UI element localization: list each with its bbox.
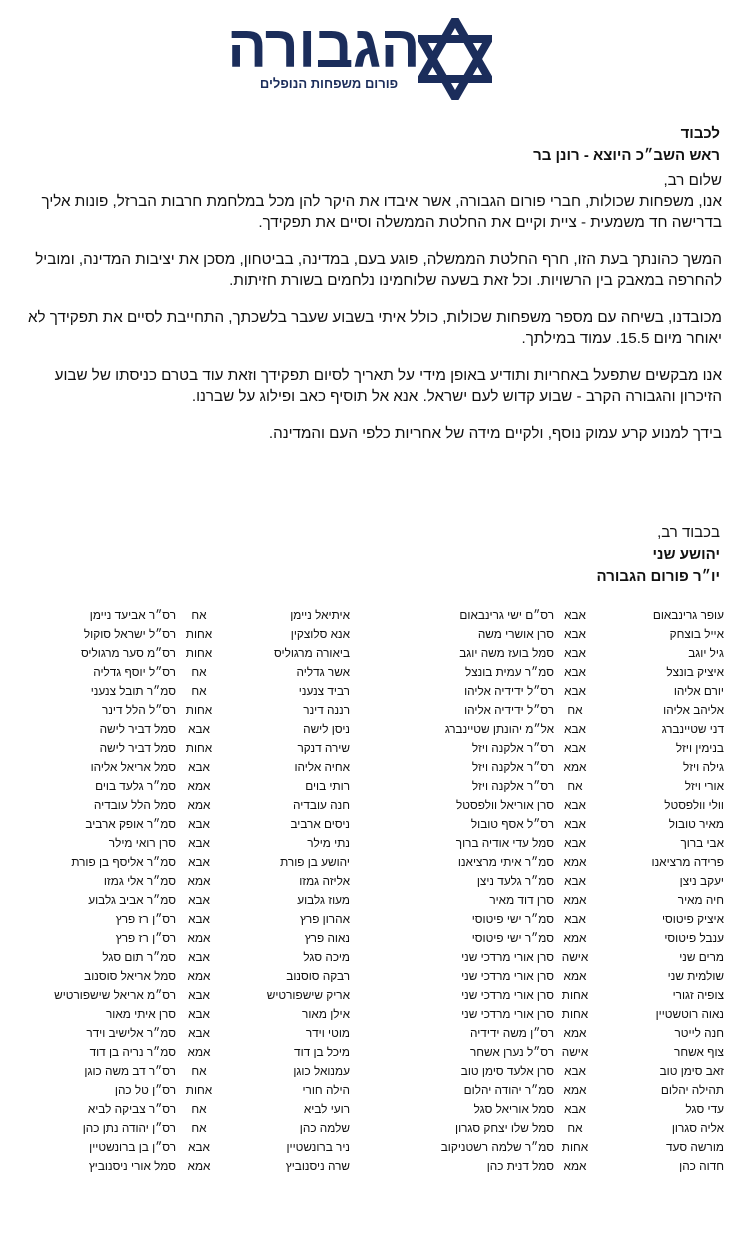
signatory-row: [394, 948, 724, 967]
signatory-name: נתי מילר: [307, 836, 350, 850]
signatory-relation: אמא: [563, 931, 587, 945]
signatory-name: חיה מאיר: [677, 893, 724, 907]
signatory-name: אחיה אליהו: [294, 760, 350, 774]
signatory-row: [16, 853, 350, 872]
signatory-row: [394, 701, 724, 720]
signatory-relation: אבא: [564, 608, 586, 622]
paragraph-harm: המשך כהונתך בעת הזו, חרף החלטת הממשלה, פוגע בעם, במדינה, בביטחון, מסכן את יציבות המדינה, ומוביל להחרפה במאבק בין הרשויות. וכל זאת בשעה שלוחמינו נלחמים בשורת חזיתות.: [35, 251, 722, 289]
signatory-relation: אבא: [564, 1064, 586, 1078]
signatory-relation: אבא: [564, 836, 586, 850]
signatory-row: [394, 1157, 724, 1176]
signatory-row: [16, 625, 350, 644]
signatory-name: נאוה רוטשטיין: [655, 1007, 724, 1021]
fallen-soldier-name: סמל עדי אודיה ברוך: [455, 836, 554, 850]
fallen-soldier-name: סמל דביר לישה: [99, 722, 176, 736]
signature-block: [20, 522, 720, 588]
signatory-relation: אבא: [188, 1026, 210, 1040]
fallen-soldier-name: סרן אורי מרדכי שני: [461, 1007, 554, 1021]
signatory-row: [394, 663, 724, 682]
signatory-relation: אבא: [564, 912, 586, 926]
signatory-relation: אח: [191, 1064, 207, 1078]
signatory-row: [16, 606, 350, 625]
signatory-name: פרידה מרציאנו: [651, 855, 724, 869]
fallen-soldier-name: סרן אלעד סימן טוב: [460, 1064, 554, 1078]
signatory-name: מעוז גלבוע: [297, 893, 350, 907]
recipient-salutation: לכבוד: [680, 125, 720, 142]
signatory-relation: אישה: [561, 950, 589, 964]
fallen-soldier-name: רס״ן טל כהן: [114, 1083, 176, 1097]
signatory-name: מורשה סעד: [666, 1140, 724, 1154]
fallen-soldier-name: רס״ל נערן אשחר: [469, 1045, 554, 1059]
signatory-row: [16, 682, 350, 701]
fallen-soldier-name: סרן אושרי משה: [477, 627, 554, 641]
signatory-row: [16, 910, 350, 929]
signatory-row: [16, 967, 350, 986]
signature-role: יו״ר פורום הגבורה: [596, 568, 720, 585]
signatory-name: עמנואל כוגן: [293, 1064, 350, 1078]
signatory-row: [16, 1062, 350, 1081]
signatory-relation: אבא: [564, 1102, 586, 1116]
signatories-table-right: [394, 606, 724, 1176]
signatory-row: [394, 910, 724, 929]
fallen-soldier-name: סרן אורי מרדכי שני: [461, 969, 554, 983]
signatory-name: חנה לייטר: [674, 1026, 724, 1040]
fallen-soldier-name: סרן דוד מאיר: [489, 893, 554, 907]
signatory-relation: אמא: [563, 969, 587, 983]
signatory-name: שולמית שני: [667, 969, 724, 983]
signatory-row: [394, 872, 724, 891]
signatory-relation: אישה: [561, 1045, 589, 1059]
signatory-name: שרה ניסנוביץ: [285, 1159, 350, 1173]
fallen-soldier-name: רס״מ אריאל שישפורטיש: [54, 988, 176, 1002]
signatory-name: צוף אשחר: [674, 1045, 724, 1059]
fallen-soldier-name: סמ״ר אליסף בן פורת: [71, 855, 176, 869]
signatory-relation: אח: [191, 608, 207, 622]
fallen-soldier-name: רס״ר דב משה כוגן: [84, 1064, 176, 1078]
signatory-name: גיל יוגב: [688, 646, 724, 660]
fallen-soldier-name: סרן רואי מילר: [108, 836, 176, 850]
fallen-soldier-name: סמ״ר נריה בן דוד: [89, 1045, 176, 1059]
signatory-row: [16, 1100, 350, 1119]
signatory-row: [394, 1138, 724, 1157]
fallen-soldier-name: סמ״ר גלעד בוים: [95, 779, 176, 793]
signatory-relation: אמא: [187, 931, 211, 945]
signatory-relation: אח: [567, 1121, 583, 1135]
fallen-soldier-name: רס״ל אסף טובול: [470, 817, 554, 831]
fallen-soldier-name: סמ״ר אופק ארביב: [85, 817, 176, 831]
signatory-name: מוטי וידר: [305, 1026, 350, 1040]
signatory-row: [16, 1157, 350, 1176]
signatory-row: [16, 815, 350, 834]
signatory-relation: אח: [567, 779, 583, 793]
signatories-table-left: [16, 606, 350, 1176]
signatory-row: [394, 720, 724, 739]
signatory-relation: אבא: [188, 855, 210, 869]
signatory-row: [394, 606, 724, 625]
fallen-soldier-name: רס״מ סער מרגוליס: [80, 646, 176, 660]
signatory-name: יעקב ניצן: [679, 874, 724, 888]
fallen-soldier-name: סמל אריאל אליהו: [90, 760, 176, 774]
signatory-row: [394, 891, 724, 910]
signatory-relation: אח: [191, 1121, 207, 1135]
signatory-relation: אבא: [564, 665, 586, 679]
signatory-name: שלמה כהן: [299, 1121, 350, 1135]
signatory-relation: אחות: [561, 988, 589, 1002]
signatory-relation: אחות: [185, 741, 213, 755]
signatories-list-right: [394, 606, 724, 1176]
signatory-relation: אבא: [564, 798, 586, 812]
signatory-relation: אמא: [563, 1026, 587, 1040]
fallen-soldier-name: רס״ר אלקנה ויזל: [471, 779, 554, 793]
signatory-relation: אח: [191, 1102, 207, 1116]
signature-name: יהושע שני: [652, 546, 720, 563]
signatory-relation: אמא: [187, 779, 211, 793]
signatory-relation: אבא: [564, 684, 586, 698]
signatory-relation: אח: [191, 665, 207, 679]
fallen-soldier-name: סרן אורי מרדכי שני: [461, 950, 554, 964]
signatory-relation: אחות: [185, 1083, 213, 1097]
fallen-soldier-name: רס״ל ידידיה אליהו: [464, 703, 554, 717]
signatory-row: [16, 777, 350, 796]
fallen-soldier-name: סרן איתי מאור: [106, 1007, 176, 1021]
signatory-row: [16, 1005, 350, 1024]
paragraph-request: אנו מבקשים שתפעל באחריות ותודיע באופן מידי על תאריך לסיום תפקידך וזאת עוד בטרם כניסתו של שבוע הזיכרון והגבורה הקרב - שבוע קדוש לעם ישראל. אנא אל תוסיף כאב ופילוג על שברנו.: [54, 367, 722, 405]
signatory-name: ניסים ארביב: [290, 817, 350, 831]
signatory-row: [16, 834, 350, 853]
signatory-row: [394, 1119, 724, 1138]
signatory-name: אריק שישפורטיש: [266, 988, 350, 1002]
signatory-name: יהושע בן פורת: [280, 855, 350, 869]
signatory-row: [394, 644, 724, 663]
signatory-row: [16, 929, 350, 948]
signatory-row: [394, 1005, 724, 1024]
signatory-relation: אבא: [188, 1140, 210, 1154]
signatory-name: רננה דינר: [303, 703, 350, 717]
signatory-relation: אמא: [187, 969, 211, 983]
logo-subtitle: פורום משפחות הנופלים: [259, 76, 399, 91]
signatory-row: [394, 815, 724, 834]
signatory-relation: אבא: [188, 836, 210, 850]
signatory-row: [394, 758, 724, 777]
fallen-soldier-name: סמ״ר אלישיב וידר: [86, 1026, 176, 1040]
signatory-relation: אבא: [188, 950, 210, 964]
signatory-name: איציק פיטוסי: [661, 912, 724, 926]
signatory-name: אבי ברוך: [680, 836, 724, 850]
signatory-relation: אח: [191, 684, 207, 698]
signatory-relation: אבא: [188, 722, 210, 736]
fallen-soldier-name: סרן אוריאל וולפסטל: [456, 798, 554, 812]
signatory-relation: אבא: [188, 912, 210, 926]
signatory-name: עדי סגל: [685, 1102, 724, 1116]
signatory-name: איתיאל ניימן: [290, 608, 350, 622]
signatory-relation: אמא: [563, 1083, 587, 1097]
signatory-row: [394, 1062, 724, 1081]
fallen-soldier-name: רס״ן רז פרץ: [115, 912, 176, 926]
signatory-row: [394, 986, 724, 1005]
signatory-name: יורם אליהו: [673, 684, 724, 698]
signatory-relation: אחות: [561, 1007, 589, 1021]
signatory-relation: אבא: [188, 1007, 210, 1021]
fallen-soldier-name: סמ״ר גלעד ניצן: [476, 874, 554, 888]
signatory-name: אשר גדליה: [296, 665, 350, 679]
signatory-name: דני שטיינברג: [661, 722, 724, 736]
signatory-name: אורי ויזל: [684, 779, 724, 793]
fallen-soldier-name: רס״ר אלקנה ויזל: [471, 741, 554, 755]
letter-body: [14, 170, 722, 460]
signatory-name: אליה סגרון: [671, 1121, 724, 1135]
fallen-soldier-name: סמ״ר אלי גמזו: [103, 874, 176, 888]
fallen-soldier-name: רס״ן רז פרץ: [115, 931, 176, 945]
fallen-soldier-name: רס״ר אביעד ניימן: [89, 608, 176, 622]
paragraph-demand: אנו, משפחות שכולות, חברי פורום הגבורה, אשר איבדו את היקר להן מכל במלחמת חרבות הברזל, פונות אליך בדרישה חד משמעית - ציית וקיים את החלטת הממשלה וסיים את תפקידך.: [41, 193, 722, 231]
fallen-soldier-name: סמ״ר שלמה רשטניקוב: [440, 1140, 554, 1154]
signatory-name: גילה ויזל: [682, 760, 724, 774]
signatory-row: [16, 1138, 350, 1157]
signatory-row: [394, 929, 724, 948]
fallen-soldier-name: סמל בועז משה יוגב: [459, 646, 554, 660]
signatory-relation: אבא: [188, 817, 210, 831]
signatory-row: [394, 777, 724, 796]
signatory-row: [16, 986, 350, 1005]
fallen-soldier-name: סמ״ר איתי מרציאנו: [457, 855, 554, 869]
signatory-row: [394, 834, 724, 853]
signatory-relation: אבא: [564, 874, 586, 888]
signatory-name: מאיר טובול: [668, 817, 724, 831]
signatory-name: חדוה כהן: [679, 1159, 724, 1173]
fallen-soldier-name: סמל אריאל סוסנוב: [84, 969, 176, 983]
signatory-row: [394, 1043, 724, 1062]
signatory-row: [394, 1100, 724, 1119]
signatory-name: אליזה גמזו: [299, 874, 350, 888]
signatory-name: מיכל בן דוד: [294, 1045, 350, 1059]
signatory-relation: אבא: [564, 627, 586, 641]
signatory-name: חנה עובדיה: [293, 798, 350, 812]
fallen-soldier-name: סמ״ר ישי פיטוסי: [471, 931, 554, 945]
signatory-row: [394, 682, 724, 701]
fallen-soldier-name: רס״ן בן ברונשטיין: [89, 1140, 176, 1154]
signatory-row: [394, 625, 724, 644]
signatory-row: [16, 796, 350, 815]
fallen-soldier-name: סמל אורי ניסנוביץ: [88, 1159, 176, 1173]
paragraph-closing: בידך למנוע קרע עמוק נוסף, ולקיים מידה של אחריות כלפי העם והמדינה.: [268, 425, 722, 442]
star-of-david-icon: [418, 18, 492, 100]
fallen-soldier-name: רס״ל יוסף גדליה: [93, 665, 176, 679]
signatory-row: [394, 796, 724, 815]
signatory-row: [16, 1043, 350, 1062]
fallen-soldier-name: רס״ל הלל דינר: [102, 703, 176, 717]
signatory-name: מיכה סגל: [303, 950, 350, 964]
signatory-name: אהרון פרץ: [299, 912, 350, 926]
fallen-soldier-name: רס״ר אלקנה ויזל: [471, 760, 554, 774]
signatory-relation: אבא: [564, 741, 586, 755]
recipient-block: [20, 123, 720, 167]
signatory-relation: אמא: [187, 1045, 211, 1059]
fallen-soldier-name: סמ״ר תום סגל: [102, 950, 176, 964]
signatory-name: איציק בונצל: [666, 665, 724, 679]
recipient-name: ראש השב״כ היוצא - רונן בר: [533, 147, 720, 164]
greeting: שלום רב,: [663, 172, 722, 189]
signatory-name: ענבל פיטוסי: [664, 931, 724, 945]
signatory-row: [394, 739, 724, 758]
fallen-soldier-name: סמ״ר תובל צנעני: [90, 684, 176, 698]
signatories-list-left: [16, 606, 350, 1176]
signatory-relation: אחות: [185, 646, 213, 660]
signatory-relation: אחות: [185, 627, 213, 641]
signatory-relation: אחות: [185, 703, 213, 717]
signatory-name: בנימין ויזל: [675, 741, 724, 755]
fallen-soldier-name: סמל אוריאל סגל: [473, 1102, 554, 1116]
fallen-soldier-name: סמ״ר ישי פיטוסי: [471, 912, 554, 926]
signatory-name: הילה חורי: [302, 1083, 350, 1097]
fallen-soldier-name: סמ״ר יהודה יהלום: [463, 1083, 554, 1097]
signatory-name: אייל בוצחק: [669, 627, 724, 641]
fallen-soldier-name: סרן אורי מרדכי שני: [461, 988, 554, 1002]
signatory-name: תהילה יהלום: [660, 1083, 724, 1097]
fallen-soldier-name: סמל שלו יצחק סגרון: [455, 1121, 554, 1135]
signatory-relation: אח: [567, 703, 583, 717]
signatory-name: אנא סלוצקין: [290, 627, 350, 641]
signatory-name: ניר ברונשטיין: [286, 1140, 350, 1154]
fallen-soldier-name: סמל דנית כהן: [486, 1159, 554, 1173]
signatory-name: מרים שני: [679, 950, 724, 964]
signatory-row: [394, 967, 724, 986]
signatory-relation: אמא: [187, 1159, 211, 1173]
signatory-row: [394, 853, 724, 872]
signatory-row: [16, 758, 350, 777]
signatory-name: ניסן לישה: [303, 722, 350, 736]
signatory-name: עופר גרינבאום: [652, 608, 724, 622]
signatory-name: וולי וולפסטל: [664, 798, 724, 812]
forum-logo: [227, 14, 490, 100]
fallen-soldier-name: אל״מ יהונתן שטיינברג: [444, 722, 554, 736]
signatory-relation: אבא: [188, 760, 210, 774]
fallen-soldier-name: רס״ל ידידיה אליהו: [464, 684, 554, 698]
signatory-relation: אבא: [564, 646, 586, 660]
signatory-name: רותי בוים: [305, 779, 350, 793]
signatory-relation: אבא: [564, 817, 586, 831]
signatory-name: רביד צנעני: [298, 684, 350, 698]
signatory-relation: אמא: [187, 874, 211, 888]
signatory-row: [16, 872, 350, 891]
fallen-soldier-name: סמל דביר לישה: [99, 741, 176, 755]
signatory-relation: אמא: [563, 855, 587, 869]
signatory-row: [16, 1024, 350, 1043]
paragraph-commitment: מכובדנו, בשיחה עם מספר משפחות שכולות, כולל איתי בשבוע שעבר בלשכתך, התחייבת לסיים את תפקידך לא יאוחר מיום 15.5. עמוד במילתך.: [27, 309, 722, 347]
signatory-name: זאב סימן טוב: [659, 1064, 724, 1078]
fallen-soldier-name: רס״ם ישי גרינבאום: [459, 608, 554, 622]
signatory-relation: אבא: [188, 893, 210, 907]
signatory-row: [16, 1119, 350, 1138]
signatory-relation: אחות: [561, 1140, 589, 1154]
signatory-row: [394, 1081, 724, 1100]
signatory-row: [16, 948, 350, 967]
signatory-name: אילן מאור: [302, 1007, 350, 1021]
signatory-row: [16, 701, 350, 720]
signatory-row: [16, 644, 350, 663]
signatory-row: [16, 663, 350, 682]
signatory-row: [16, 720, 350, 739]
signatory-relation: אבא: [188, 988, 210, 1002]
signatory-relation: אבא: [564, 722, 586, 736]
signatory-name: אליהב אליהו: [663, 703, 724, 717]
signatory-name: צופיה זגורי: [672, 988, 724, 1002]
signature-closing: בכבוד רב,: [657, 524, 720, 541]
signatory-name: שירה דנקר: [297, 741, 350, 755]
signatory-name: רבקה סוסנוב: [286, 969, 350, 983]
signatory-relation: אמא: [563, 893, 587, 907]
fallen-soldier-name: סמ״ר אביב גלבוע: [88, 893, 176, 907]
signatory-name: רועי לביא: [303, 1102, 350, 1116]
fallen-soldier-name: סמ״ר עמית בונצל: [464, 665, 554, 679]
signatory-relation: אמא: [187, 798, 211, 812]
signatory-row: [16, 739, 350, 758]
logo-title: הגבורה: [227, 14, 420, 80]
signatory-row: [16, 891, 350, 910]
fallen-soldier-name: רס״ל ישראל סוקול: [83, 627, 176, 641]
signatory-row: [394, 1024, 724, 1043]
signatory-name: נאוה פרץ: [304, 931, 350, 945]
fallen-soldier-name: סמל הלל עובדיה: [93, 798, 176, 812]
signatory-name: ביאורה מרגוליס: [274, 646, 350, 660]
signatory-relation: אמא: [563, 1159, 587, 1173]
signatory-relation: אמא: [563, 760, 587, 774]
fallen-soldier-name: רס״ן משה ידידיה: [469, 1026, 554, 1040]
signatory-row: [16, 1081, 350, 1100]
fallen-soldier-name: רס״ר צביקה לביא: [87, 1102, 176, 1116]
fallen-soldier-name: רס״ן יהודה נתן כהן: [82, 1121, 176, 1135]
